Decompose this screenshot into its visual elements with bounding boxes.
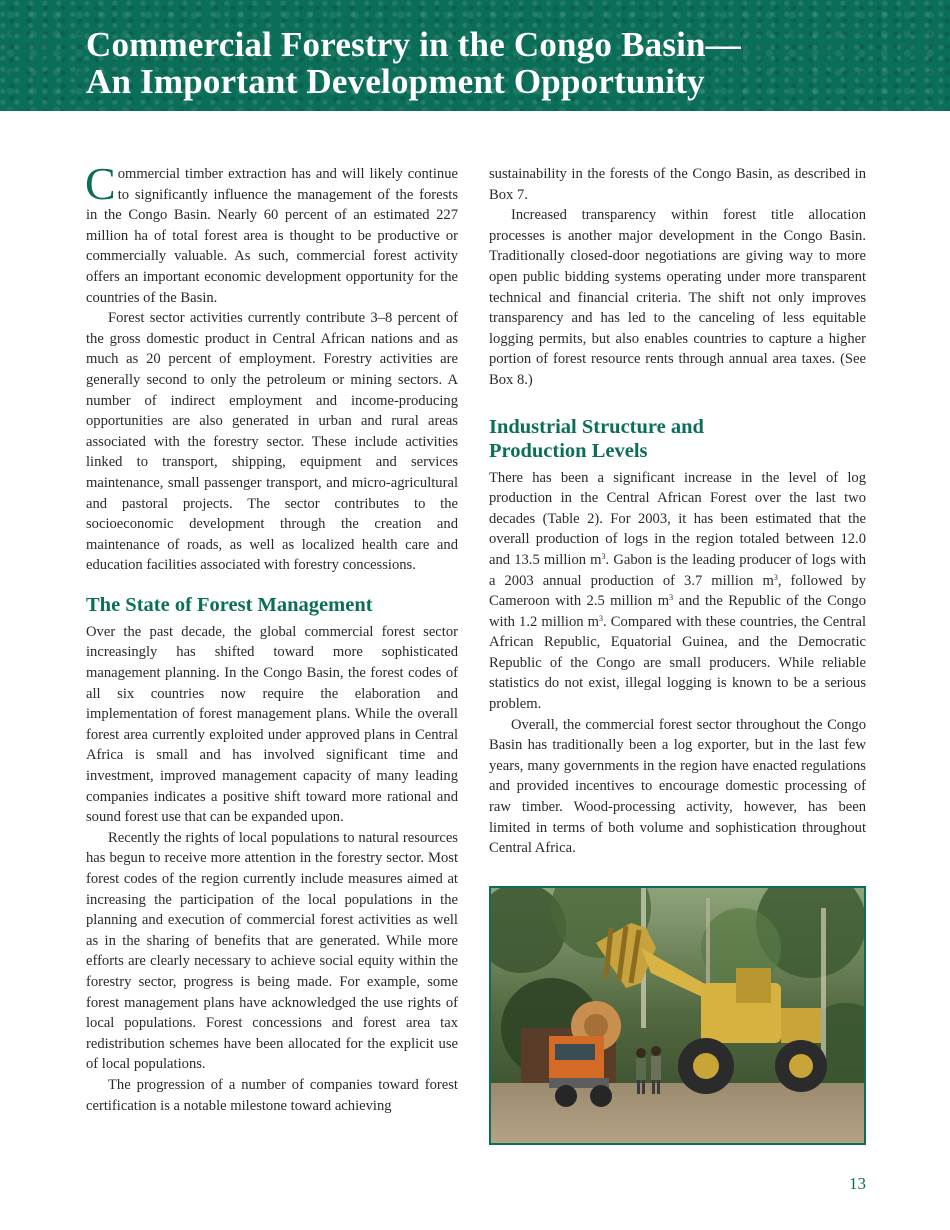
production-text-a: There has been a significant increase in the level of log production in the Central African Forest over the last two decades (Table 2). For 2003, it has been estimated that the overall production of logs in the region totaled between 12.0 and 13.5 million m bbox=[489, 469, 866, 568]
intro-text: ommercial timber extraction has and will likely continue to significantly influence the management of the forests in the Congo Basin. Nearly 60 percent of an estimated 227 million ha of total forest area is thought to be productive or commercially valuable. As such, commercial forest activity offers an important economic development opportunity for the countries of the Basin. bbox=[86, 166, 458, 306]
heading-line-2: Production Levels bbox=[489, 439, 648, 462]
sustainability-paragraph: sustainability in the forests of the Congo Basin, as described in Box 7. bbox=[489, 166, 866, 203]
processing-paragraph: Overall, the commercial forest sector throughout the Congo Basin has traditionally been a log exporter, but in the last few years, many governments in the region have enacted regulations and provided incentives to encourage domestic processing of raw timber. Wood-processing activity, however, has been limited in terms of both volume and sophistication throughout Central Africa. bbox=[489, 716, 866, 857]
left-column bbox=[85, 158, 458, 1116]
section-heading-industrial-structure bbox=[489, 415, 866, 463]
production-paragraph bbox=[489, 468, 866, 715]
section-heading-forest-management: The State of Forest Management bbox=[86, 593, 373, 616]
drop-cap: C bbox=[85, 158, 116, 209]
title-line-1: Commercial Forestry in the Congo Basin— bbox=[86, 25, 741, 64]
right-column bbox=[489, 164, 866, 859]
production-text-b: . Gabon is the leading producer of logs with a 2003 annual production of 3.7 million m bbox=[489, 551, 866, 589]
transparency-paragraph: Increased transparency within forest title allocation processes is another major development in the Congo Basin. Traditionally closed-door negotiations are giving way to more open public bidding systems operating under more transparent technical and financial criteria. The shift not only improves transparency and has led to the canceling of less equitable logging permits, but also enables countries to capture a higher portion of forest resource rents through annual area taxes. (See Box 8.) bbox=[489, 207, 866, 388]
superscript: 3 bbox=[669, 593, 674, 603]
logging-photo bbox=[489, 886, 866, 1145]
title-line-2: An Important Development Opportunity bbox=[86, 62, 705, 101]
intro-paragraph bbox=[85, 158, 458, 308]
title-banner bbox=[0, 0, 950, 111]
local-populations-paragraph: Recently the rights of local populations to natural resources has begun to receive more attention in the forestry sector. Most forest codes of the region currently include measures aimed at increasing the participation of the local populations in the planning and execution of commercial forest activities as well as in the sharing of benefits that are generated. While more efforts are clearly necessary to achieve social equity within the forestry sector, progress is being made. For example, some forest management plans have acknowledged the use rights of local populations. Forest concessions and forest area tax redistribution schemes have been allocated for the explicit use of local populations. bbox=[86, 829, 458, 1073]
forest-sector-paragraph: Forest sector activities currently contribute 3–8 percent of the gross domestic product in Central African nations and as much as 20 percent of employment. Forestry activities are generally second to only the petroleum or mining sectors. A number of indirect employment and income-producing opportunities are also generated in urban and rural areas associated with the forestry sector. These include activities linked to transport, shipping, equipment and services maintenance, small passenger transport, and micro-agricultural and pastoral projects. The sector contributes to the socioeconomic development through the creation and maintenance of roads, as well as localized health care and education facilities associated with forestry concessions. bbox=[86, 310, 458, 574]
production-text-d: and the Republic of the Congo with 1.2 million m bbox=[489, 593, 866, 630]
management-paragraph: Over the past decade, the global commercial forest sector increasingly has shifted toward more sophisticated management planning. In the Congo Basin, the forest codes of all six countries now require the elaboration and implementation of forest management plans. While the overall forest area currently exploited under approved plans in Central Africa is small and has involved significant time and investment, improved management capacity of many leading companies indicates a positive shift toward more rational and sound forest use that can be expanded upon. bbox=[86, 623, 458, 826]
production-text-c: , followed by Cameroon with 2.5 million m bbox=[489, 572, 866, 610]
page-number: 13 bbox=[849, 1174, 866, 1193]
superscript: 3 bbox=[773, 572, 778, 582]
page-title bbox=[86, 26, 741, 100]
logging-scene-illustration bbox=[491, 888, 864, 1143]
superscript: 3 bbox=[599, 613, 604, 623]
certification-paragraph: The progression of a number of companies toward forest certification is a notable milestone toward achieving bbox=[86, 1076, 458, 1114]
superscript: 3 bbox=[601, 551, 606, 561]
heading-line-1: Industrial Structure and bbox=[489, 415, 704, 438]
production-text-e: . Compared with these countries, the Central African Republic, Equatorial Guinea, and the Democratic Republic of the Congo are small producers. While reliable statistics do not exist, illegal logging is known to be a serious problem. bbox=[489, 613, 867, 713]
